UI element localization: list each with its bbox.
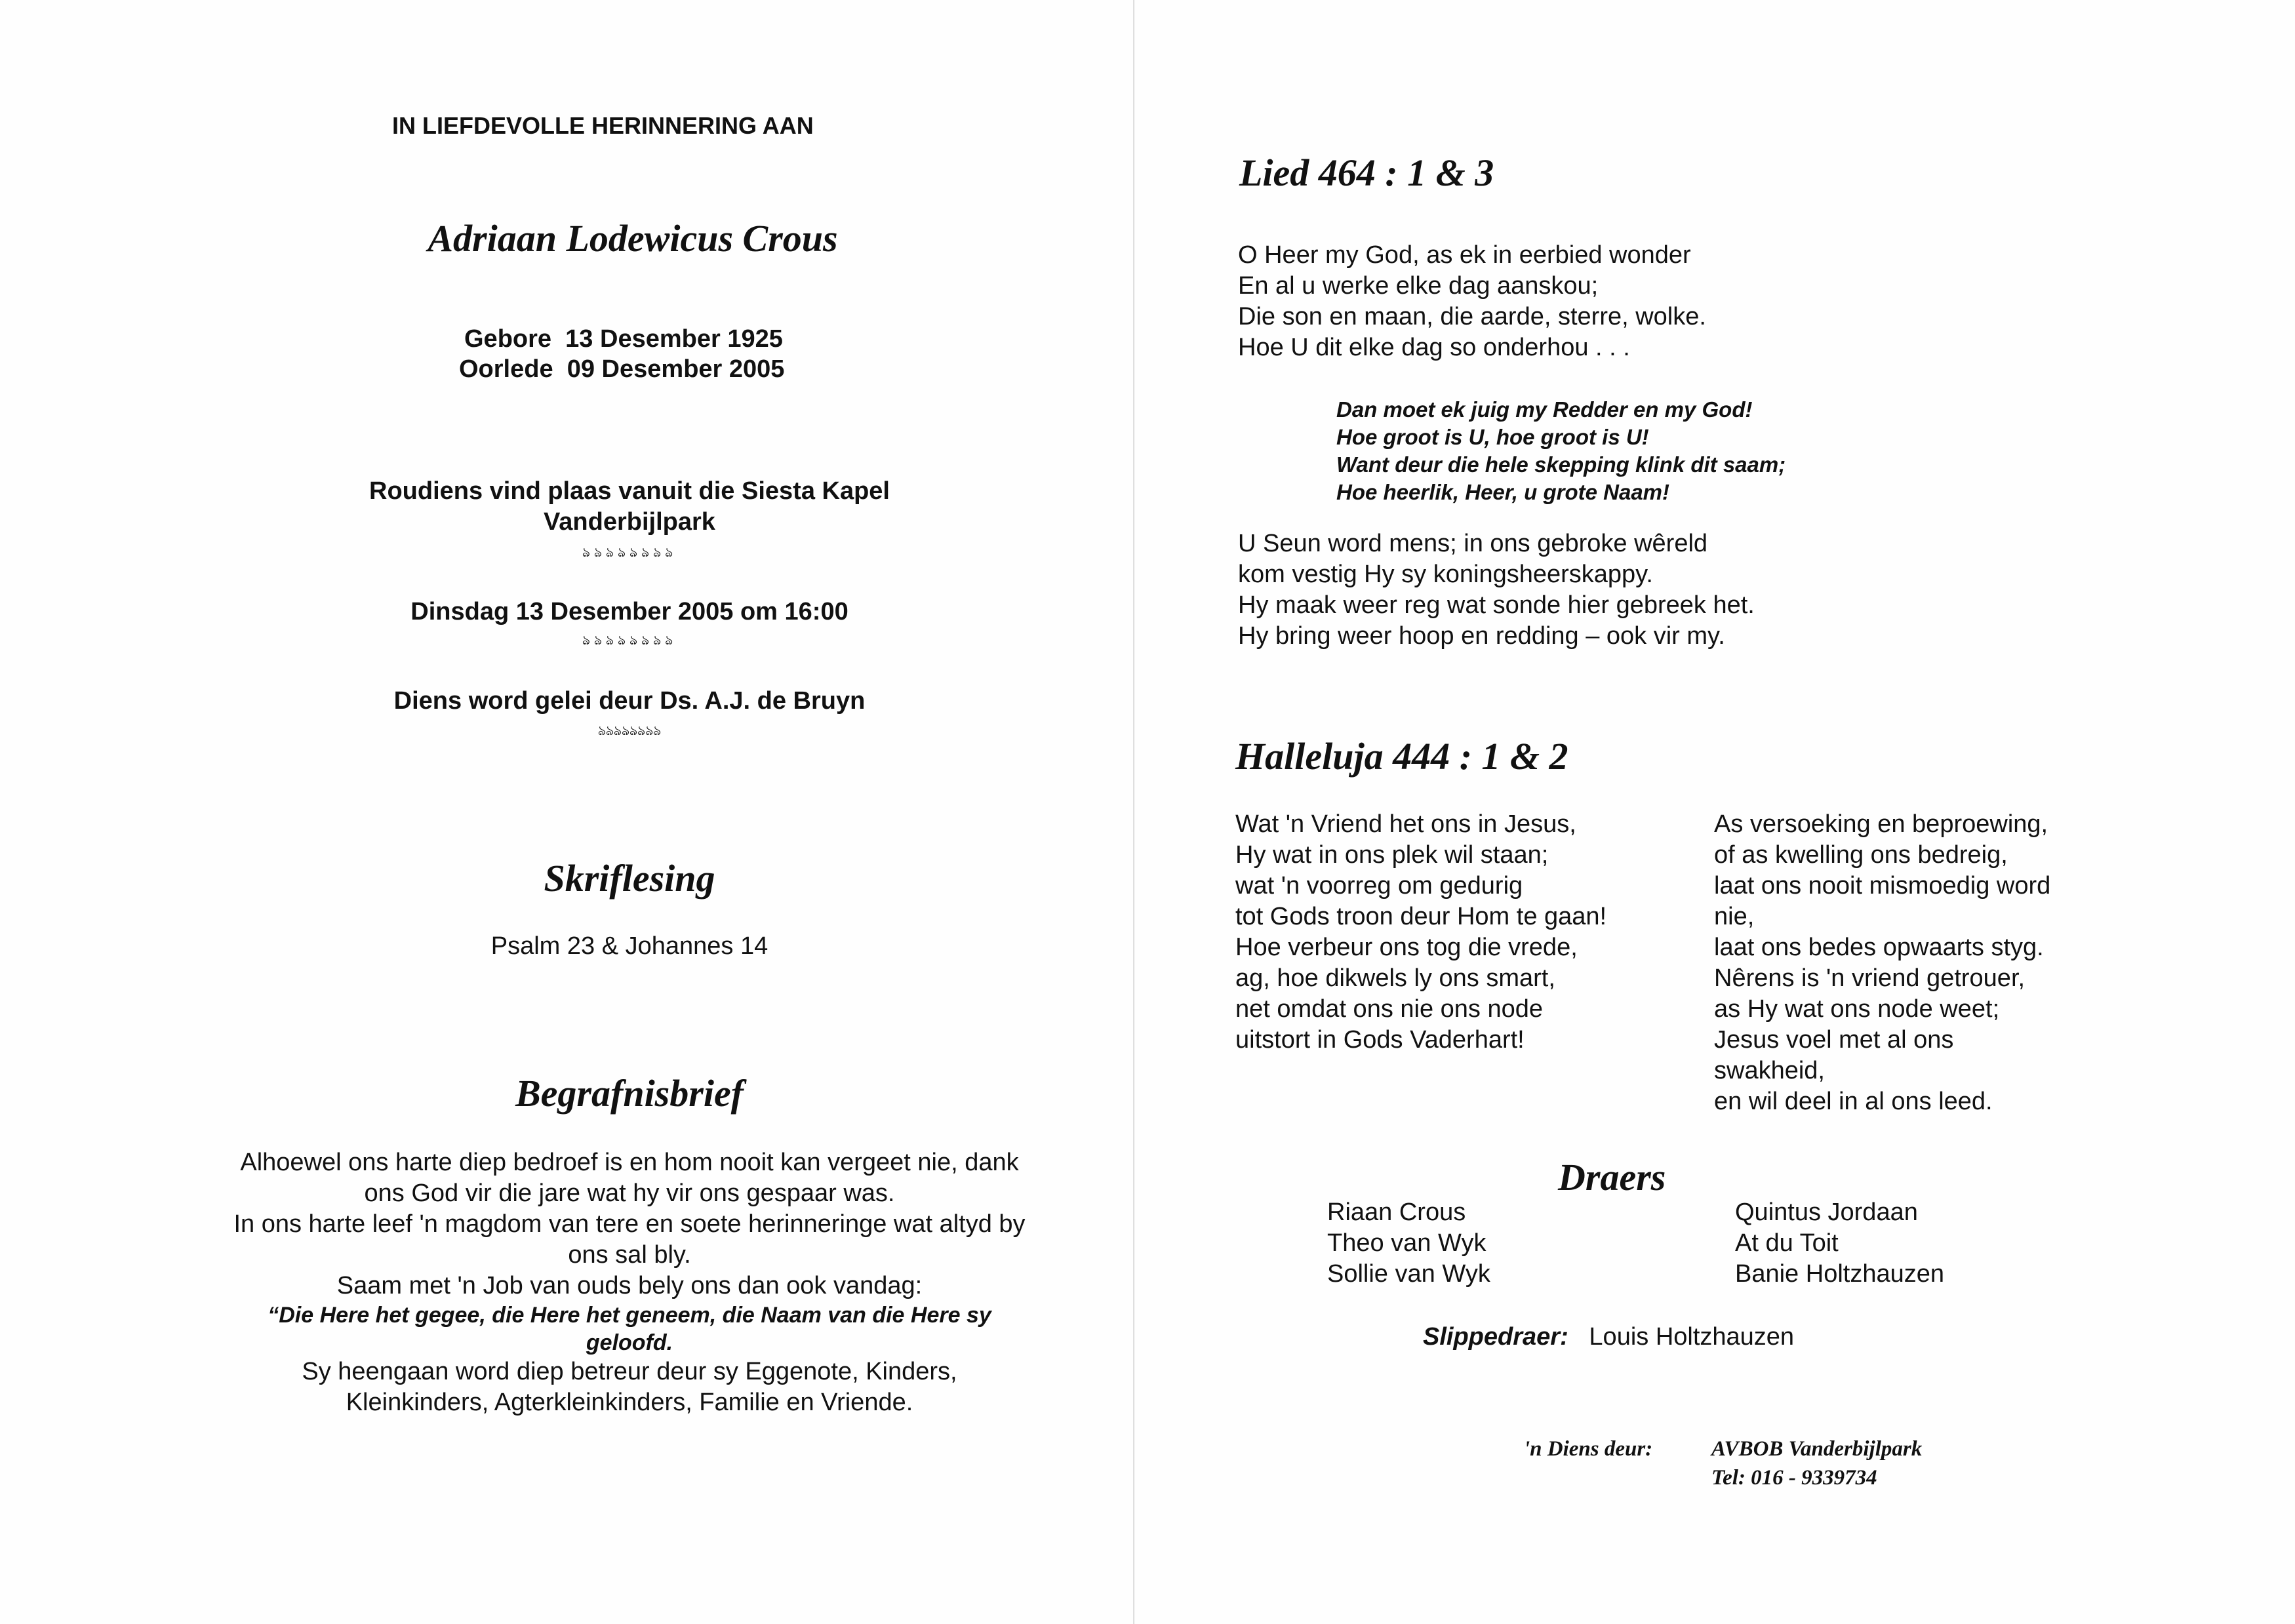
letter-line: ons sal bly. <box>568 1241 691 1269</box>
letter-line: Saam met 'n Job van ouds bely ons dan ook vandag: <box>336 1272 923 1299</box>
letter-line: Alhoewel ons harte diep bedroef is en hom nooit kan vergeet nie, dank <box>240 1149 1019 1176</box>
ornament-divider-3: ঌঌঌঌঌঌঌঌ <box>597 723 662 738</box>
verse-line: O Heer my God, as ek in eerbied wonder <box>1238 241 1691 269</box>
born-line <box>464 324 783 355</box>
born-label: Gebore <box>464 325 552 353</box>
letter-quote-line: geloofd. <box>586 1330 673 1355</box>
reading-text: Psalm 23 & Johannes 14 <box>490 932 768 960</box>
died-date: 09 Desember 2005 <box>567 355 785 383</box>
letter-line: In ons harte leef 'n magdom van tere en soete herinneringe wat altyd by <box>233 1210 1026 1238</box>
letter-body <box>170 1147 1088 1418</box>
verse-line: ag, hoe dikwels ly ons smart, <box>1235 964 1555 992</box>
bearers-list-2 <box>1735 1197 1944 1290</box>
letter-line: ons God vir die jare wat hy vir ons gespaar was. <box>364 1179 895 1207</box>
born-date: 13 Desember 1925 <box>565 325 783 353</box>
verse-line: tot Gods troon deur Hom te gaan! <box>1235 903 1607 930</box>
reading-heading: Skriflesing <box>544 857 715 900</box>
verse-line: Hy maak weer reg wat sonde hier gebreek het. <box>1238 591 1755 619</box>
verse-line: Die son en maan, die aarde, sterre, wolke. <box>1238 303 1706 330</box>
hymn1-verse3 <box>1238 528 1755 652</box>
verse-line: laat ons bedes opwaarts styg. <box>1714 934 2044 961</box>
hymn2-verse1 <box>1235 809 1606 1056</box>
verse-line: wat 'n voorreg om gedurig <box>1235 872 1523 900</box>
verse-line: Hy bring weer hoop en redding – ook vir my. <box>1238 622 1725 650</box>
chorus-line: Hoe groot is U, hoe groot is U! <box>1336 425 1649 449</box>
bearers-heading: Draers <box>1558 1156 1666 1198</box>
slip-bearer <box>1423 1322 1794 1353</box>
service-by-label: 'n Diens deur: <box>1524 1437 1653 1461</box>
chorus-line: Dan moet ek juig my Redder en my God! <box>1336 397 1753 422</box>
intro-heading: IN LIEFDEVOLLE HERINNERING AAN <box>392 112 814 139</box>
verse-line: Jesus voel met al ons <box>1714 1026 1954 1054</box>
verse-line: En al u werke elke dag aanskou; <box>1238 272 1599 300</box>
page-fold <box>1133 0 1135 1624</box>
letter-heading: Begrafnisbrief <box>515 1072 744 1115</box>
verse-line: en wil deel in al ons leed. <box>1714 1088 1993 1115</box>
died-line <box>459 354 784 385</box>
verse-line: Hoe U dit elke dag so onderhou . . . <box>1238 334 1630 361</box>
service-by <box>1711 1435 1922 1492</box>
letter-line: Sy heengaan word diep betreur deur sy Eggenote, Kinders, <box>302 1358 957 1385</box>
bearers-list-1 <box>1327 1197 1490 1290</box>
verse-line: Hoe verbeur ons tog die vrede, <box>1235 934 1578 961</box>
hymn2-heading: Halleluja 444 : 1 & 2 <box>1235 735 1568 778</box>
verse-line: of as kwelling ons bedreig, <box>1714 841 2008 869</box>
service-line-2: Vanderbijlpark <box>544 508 715 536</box>
verse-line: net omdat ons nie ons node <box>1235 995 1544 1023</box>
verse-line: swakheid, <box>1714 1057 1825 1084</box>
service-line-1: Roudiens vind plaas vanuit die Siesta Kapel <box>369 477 890 505</box>
verse-line: Wat 'n Vriend het ons in Jesus, <box>1235 810 1576 838</box>
bearer-name: Theo van Wyk <box>1327 1229 1487 1257</box>
ornament-divider-1: ঌঌঌঌঌঌঌঌ <box>582 544 677 560</box>
verse-line: uitstort in Gods Vaderhart! <box>1235 1026 1525 1054</box>
verse-line: kom vestig Hy sy koningsheerskappy. <box>1238 561 1653 588</box>
letter-line: Kleinkinders, Agterkleinkinders, Familie en Vriende. <box>346 1389 913 1416</box>
verse-line: Hy wat in ons plek wil staan; <box>1235 841 1549 869</box>
verse-line: nie, <box>1714 903 1755 930</box>
died-label: Oorlede <box>459 355 553 383</box>
chorus-line: Want deur die hele skepping klink dit saam; <box>1336 452 1786 477</box>
bearer-name: At du Toit <box>1735 1229 1839 1257</box>
bearer-name: Quintus Jordaan <box>1735 1198 1918 1226</box>
ornament-divider-2: ঌঌঌঌঌঌঌঌ <box>582 632 677 648</box>
bearer-name: Banie Holtzhauzen <box>1735 1260 1944 1288</box>
service-datetime: Dinsdag 13 Desember 2005 om 16:00 <box>410 598 848 625</box>
hymn1-heading: Lied 464 : 1 & 3 <box>1239 151 1494 194</box>
service-location <box>302 476 957 538</box>
hymn1-verse1 <box>1238 240 1706 363</box>
deceased-name: Adriaan Lodewicus Crous <box>428 217 838 260</box>
verse-line: U Seun word mens; in ons gebroke wêreld <box>1238 530 1708 557</box>
slip-bearer-name: Louis Holtzhauzen <box>1589 1323 1795 1351</box>
bearer-name: Riaan Crous <box>1327 1198 1466 1226</box>
verse-line: laat ons nooit mismoedig word <box>1714 872 2051 900</box>
verse-line: As versoeking en beproewing, <box>1714 810 2048 838</box>
chorus-line: Hoe heerlik, Heer, u grote Naam! <box>1336 480 1670 504</box>
hymn2-verse2 <box>1714 809 2050 1117</box>
bearer-name: Sollie van Wyk <box>1327 1260 1490 1288</box>
slip-bearer-label: Slippedraer: <box>1423 1323 1568 1351</box>
officiant: Diens word gelei deur Ds. A.J. de Bruyn <box>393 687 866 715</box>
funeral-home-tel: Tel: 016 - 9339734 <box>1711 1466 1877 1490</box>
letter-quote-line: “Die Here het gegee, die Here het geneem, die Naam van die Here sy <box>268 1303 991 1328</box>
funeral-home: AVBOB Vanderbijlpark <box>1711 1437 1923 1461</box>
verse-line: Nêrens is 'n vriend getrouer, <box>1714 964 2026 992</box>
hymn1-chorus <box>1336 396 1786 506</box>
verse-line: as Hy wat ons node weet; <box>1714 995 2000 1023</box>
